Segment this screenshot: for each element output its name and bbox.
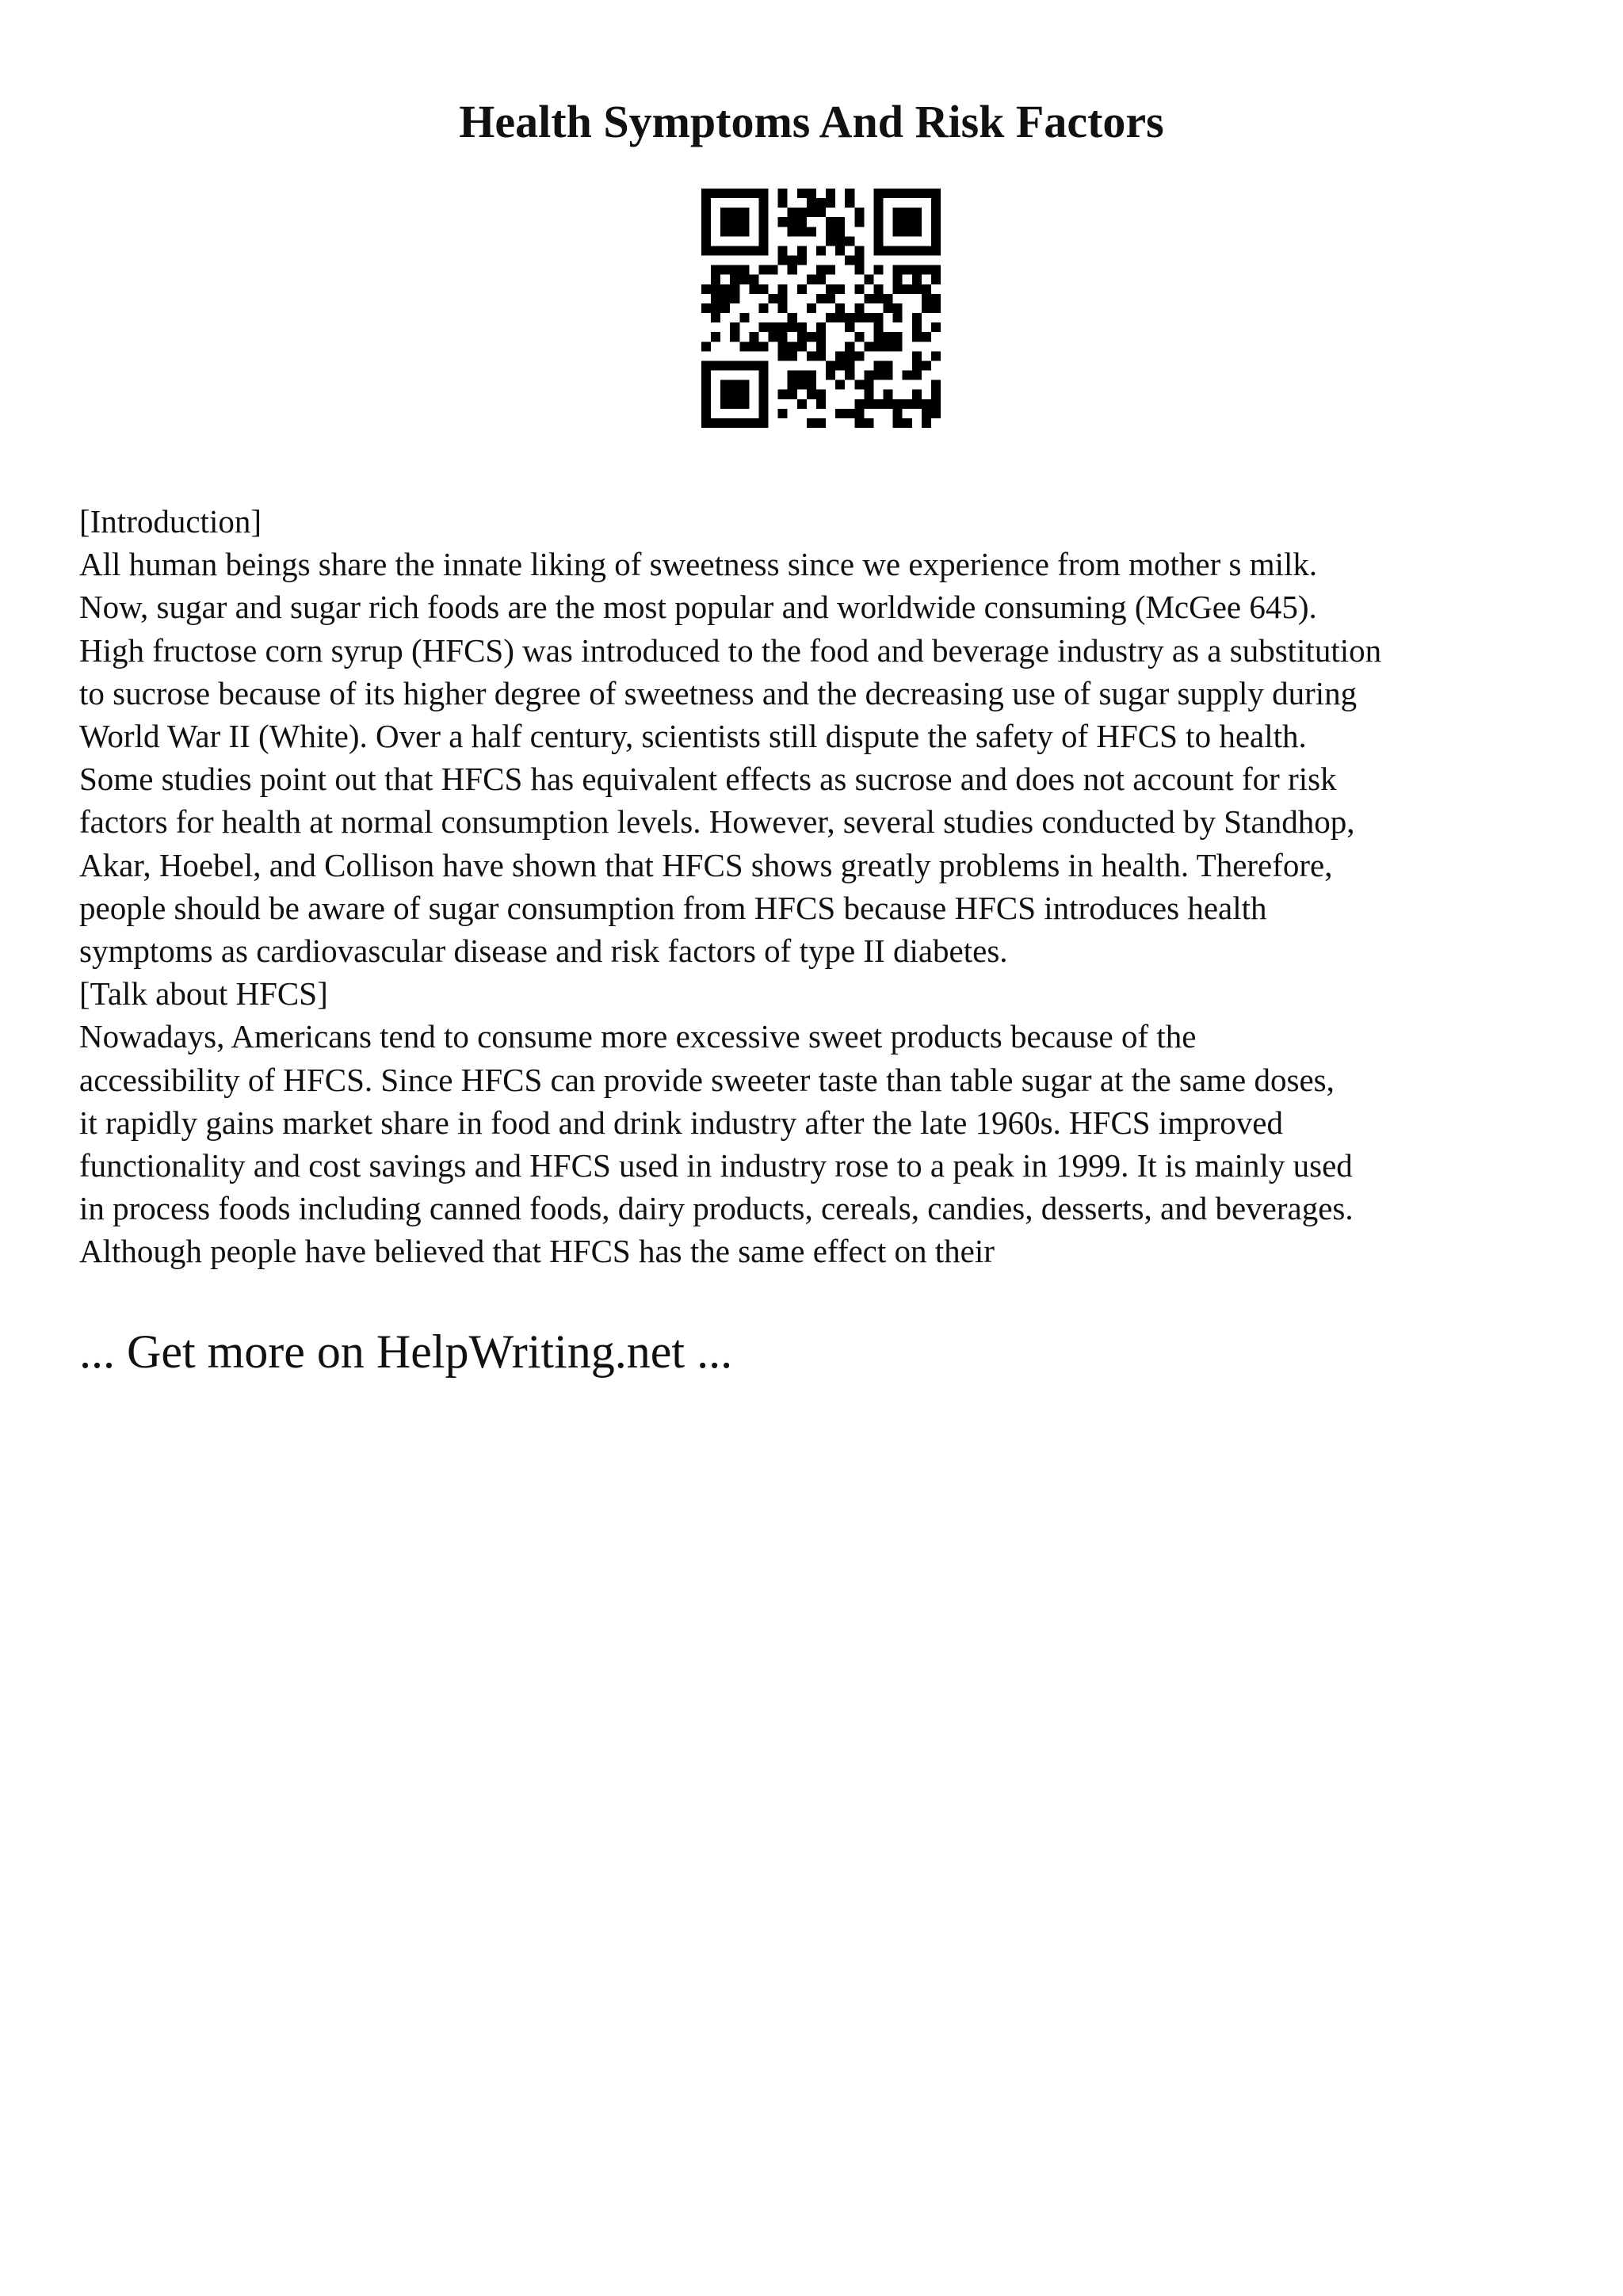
qr-code xyxy=(701,189,941,428)
qr-code-graphic xyxy=(701,189,941,428)
document-body xyxy=(79,500,1569,1273)
body-line: people should be aware of sugar consumption from HFCS because HFCS introduces health xyxy=(79,889,1267,926)
body-line: accessibility of HFCS. Since HFCS can provide sweeter taste than table sugar at the same doses, xyxy=(79,1061,1335,1098)
body-line: factors for health at normal consumption levels. However, several studies conducted by Standhop, xyxy=(79,803,1355,841)
body-line: symptoms as cardiovascular disease and risk factors of type II diabetes. xyxy=(79,933,1008,970)
body-line: World War II (White). Over a half century, scientists still dispute the safety of HFCS to health. xyxy=(79,718,1307,755)
page-title: Health Symptoms And Risk Factors xyxy=(459,96,1164,147)
body-line: Akar, Hoebel, and Collison have shown that HFCS shows greatly problems in health. Therefore, xyxy=(79,846,1333,883)
body-line: to sucrose because of its higher degree of sweetness and the decreasing use of sugar supply during xyxy=(79,674,1358,711)
get-more-link[interactable]: ... Get more on HelpWriting.net ... xyxy=(79,1325,733,1378)
section-heading-talk-about-hfcs: [Talk about HFCS] xyxy=(79,975,328,1013)
body-line: in process foods including canned foods, dairy products, cereals, candies, desserts, and beverages. xyxy=(79,1190,1354,1227)
body-line: Now, sugar and sugar rich foods are the most popular and worldwide consuming (McGee 645). xyxy=(79,589,1317,626)
body-line: it rapidly gains market share in food and drink industry after the late 1960s. HFCS improved xyxy=(79,1104,1283,1141)
body-line: Nowadays, Americans tend to consume more excessive sweet products because of the xyxy=(79,1018,1197,1055)
body-line: Although people have believed that HFCS has the same effect on their xyxy=(79,1233,995,1270)
body-line: Some studies point out that HFCS has equivalent effects as sucrose and does not account for risk xyxy=(79,761,1337,798)
body-line: High fructose corn syrup (HFCS) was introduced to the food and beverage industry as a substitution xyxy=(79,631,1382,669)
body-line: functionality and cost savings and HFCS used in industry rose to a peak in 1999. It is mainly used xyxy=(79,1147,1353,1184)
body-line: All human beings share the innate liking of sweetness since we experience from mother s milk. xyxy=(79,546,1318,583)
section-heading-introduction: [Introduction] xyxy=(79,503,262,540)
